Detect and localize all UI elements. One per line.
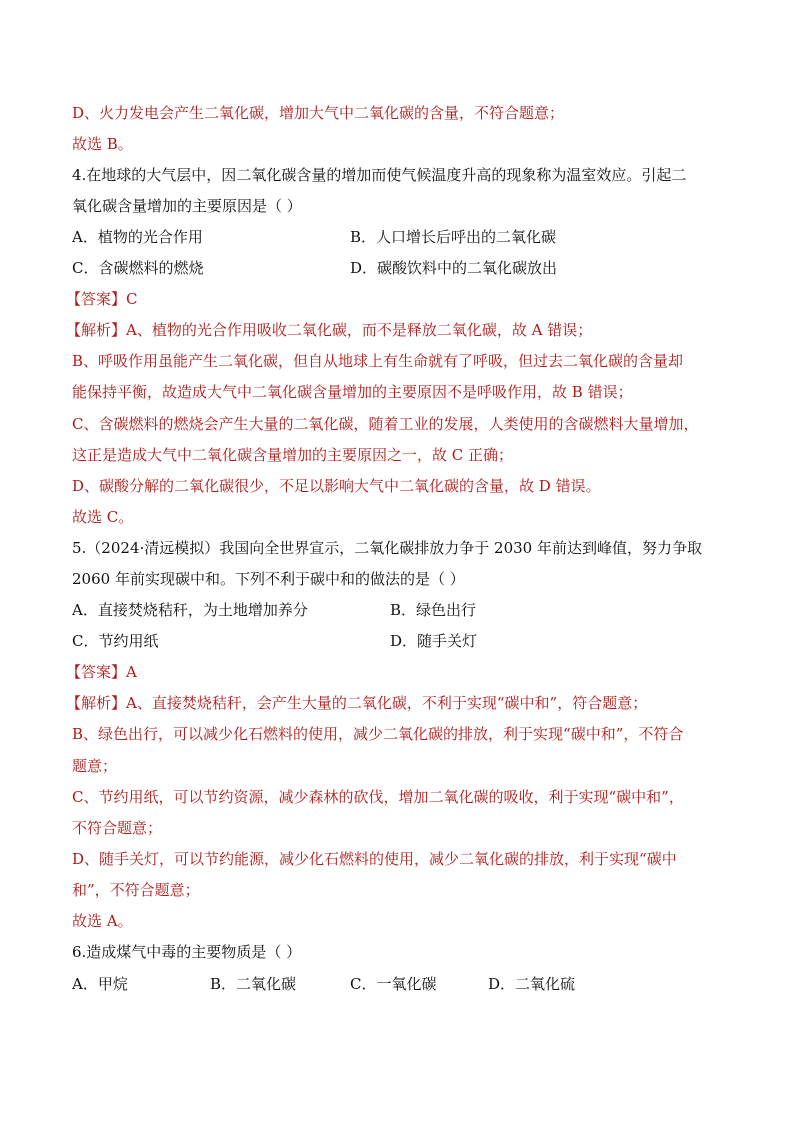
q6-stem: 6.造成煤气中毒的主要物质是（ ） [72,943,302,961]
q5-analysis-a-text: A、直接焚烧秸秆，会产生大量的二氧化碳，不利于实现“碳中和”，符合题意； [126,694,648,712]
q6-option-d: D．二氧化硫 [488,975,576,993]
q4-stem-line-1: 4.在地球的大气层中，因二氧化碳含量的增加而使气候温度升高的现象称为温室效应。引起二 [72,166,687,184]
q5-option-c: C．节约用纸 [72,632,159,650]
q4-answer [66,289,726,309]
q4-analysis-c-line-1: C、含碳燃料的燃烧会产生大量的二氧化碳，随着工业的发展，人类使用的含碳燃料大量增加， [72,415,699,433]
q4-analysis-c-line-2: 这正是造成大气中二氧化碳含量增加的主要原因之一，故 C 正确； [72,446,514,464]
q6-option-c: C．一氧化碳 [350,975,437,993]
prev-analysis-line-d: D、火力发电会产生二氧化碳，增加大气中二氧化碳的含量，不符合题意； [72,104,565,122]
q4-analysis-d: D、碳酸分解的二氧化碳很少，不足以影响大气中二氧化碳的含量，故 D 错误。 [72,477,601,495]
q5-analysis-b-line-2: 题意； [72,757,118,775]
q5-option-a: A．直接焚烧秸秆，为土地增加养分 [72,601,308,619]
q4-analysis-label: 【解析】 [66,321,127,339]
q5-option-d: D．随手关灯 [390,632,478,650]
q4-answer-label: 【答案】 [66,290,127,308]
q4-analysis-b-line-2: 能保持平衡，故造成大气中二氧化碳含量增加的主要原因不是呼吸作用，故 B 错误； [72,383,633,401]
q4-option-d: D．碳酸饮料中的二氧化碳放出 [350,259,558,277]
q5-stem-line-2: 2060 年前实现碳中和。下列不利于碳中和的做法的是（ ） [72,570,465,588]
q5-answer-value: A [126,663,137,681]
q4-option-b: B．人口增长后呼出的二氧化碳 [350,228,557,246]
q4-answer-value: C [126,290,138,308]
q4-option-a: A．植物的光合作用 [72,228,203,246]
q4-analysis-a [66,320,726,340]
q5-analysis-a [66,693,726,713]
q5-option-b: B．绿色出行 [390,601,477,619]
q5-analysis-c-line-2: 不符合题意； [72,819,163,837]
q5-analysis-d-line-2: 和”，不符合题意； [72,881,200,899]
q5-analysis-d-line-1: D、随手关灯，可以节约能源，减少化石燃料的使用，减少二氧化碳的排放，利于实现“碳中 [72,850,677,868]
q5-conclusion: 故选 A。 [72,912,133,930]
q4-analysis-b-line-1: B、呼吸作用虽能产生二氧化碳，但自从地球上有生命就有了呼吸，但过去二氧化碳的含量却 [72,352,684,370]
prev-conclusion: 故选 B。 [72,135,133,153]
q5-analysis-c-line-1: C、节约用纸，可以节约资源，减少森林的砍伐，增加二氧化碳的吸收，利于实现“碳中和”， [72,788,684,806]
q6-option-b: B．二氧化碳 [210,975,297,993]
q4-stem-line-2: 氧化碳含量增加的主要原因是（ ） [72,197,302,215]
q6-option-a: A．甲烷 [72,975,128,993]
q5-analysis-label: 【解析】 [66,694,127,712]
q5-stem-line-1: 5.（2024·清远模拟）我国向全世界宣示，二氧化碳排放力争于 2030 年前达到峰值，努力争取 [72,539,702,557]
q4-analysis-a-text: A、植物的光合作用吸收二氧化碳，而不是释放二氧化碳，故 A 错误； [126,321,593,339]
q4-conclusion: 故选 C。 [72,508,134,526]
q5-answer [66,662,726,682]
q5-analysis-b-line-1: B、绿色出行，可以减少化石燃料的使用，减少二氧化碳的排放，利于实现“碳中和”，不符合 [72,725,684,743]
q5-answer-label: 【答案】 [66,663,127,681]
q4-option-c: C．含碳燃料的燃烧 [72,259,204,277]
